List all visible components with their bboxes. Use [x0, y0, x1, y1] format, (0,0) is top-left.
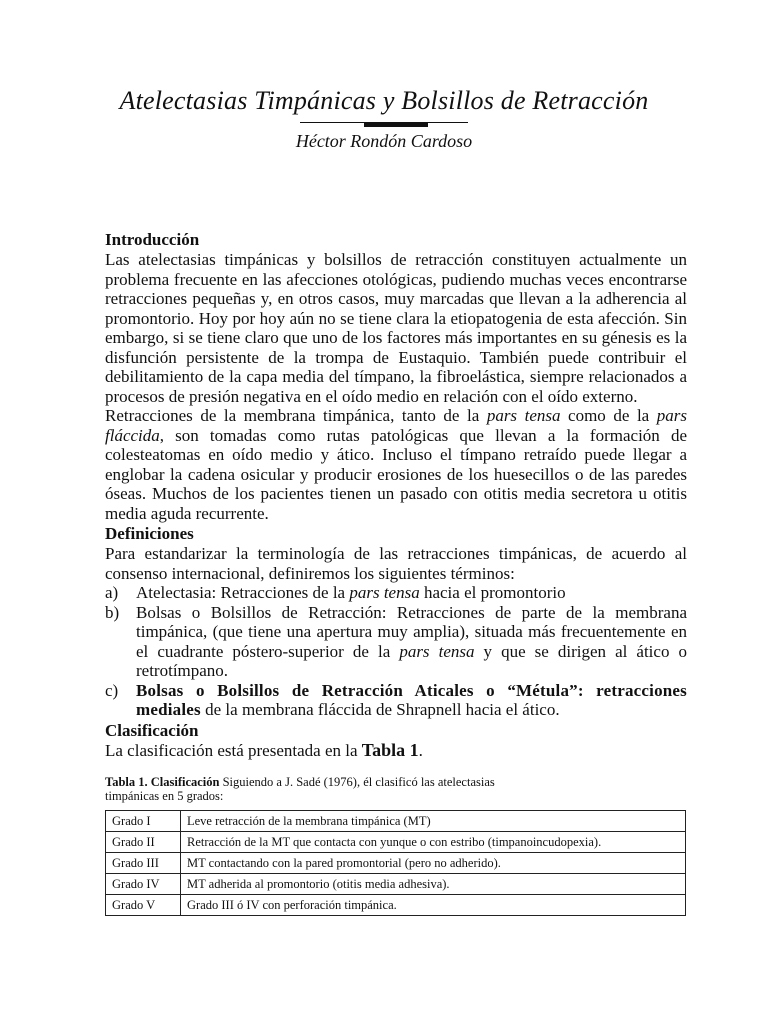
grade-cell: Grado III [106, 853, 181, 874]
section-heading-introduccion: Introducción [105, 230, 200, 249]
table-caption-text: Siguiendo a J. Sadé (1976), él clasificó las atelectasias timpánicas en 5 grados: [105, 775, 495, 803]
definition-text-part: Atelectasia: Retracciones de la [136, 583, 350, 602]
definition-text [136, 603, 687, 681]
table-row [106, 874, 686, 895]
tabla-reference: Tabla 1 [361, 739, 419, 760]
intro-p2-text-a: Retracciones de la membrana timpánica, tanto de la [105, 406, 487, 425]
definition-item-a [105, 583, 687, 603]
definition-label: c) [105, 680, 119, 700]
definition-item-b [105, 603, 687, 681]
grade-cell: Grado I [106, 811, 181, 832]
table-row [106, 853, 686, 874]
definition-text [136, 681, 687, 720]
grade-description-cell: MT contactando con la pared promontorial (pero no adherido). [181, 853, 686, 874]
section-heading-definiciones: Definiciones [105, 524, 194, 543]
definition-italic: pars tensa [399, 641, 475, 661]
definition-text-part: y que se dirigen al ático o retrotímpano. [136, 641, 687, 680]
table-row [106, 832, 686, 853]
intro-p2-italic-2: pars fláccida [105, 406, 687, 445]
clasificacion-paragraph [105, 741, 687, 761]
definition-italic: pars tensa [349, 583, 420, 602]
grade-cell: Grado II [106, 832, 181, 853]
definiciones-paragraph: Para estandarizar la terminología de las retracciones timpánicas, de acuerdo al consenso internacional, definiremos los siguientes términos: [105, 544, 687, 583]
intro-paragraph-2 [105, 406, 687, 523]
section-heading-clasificacion: Clasificación [105, 720, 199, 740]
intro-paragraph-1: Las atelectasias timpánicas y bolsillos de retracción constituyen actualmente un problema frecuente en las afecciones otológicas, pudiendo muchas veces encontrarse retracciones pequeñas y, en otros casos, muy marcadas que llevan a la adherencia al promontorio. Hoy por hoy aún no se tiene clara la etiopatogenia de esta afección. Sin embargo, si se tiene claro que uno de los factores más importantes en su génesis es la disfunción persistente de la trompa de Eustaquio. También puede contribuir el debilitamiento de la capa media del tímpano, la fibroelástica, siempre relacionados a procesos de presión negativa en el oído medio en relación con el oído externo. [105, 250, 687, 406]
definition-label: a) [105, 583, 119, 602]
article-body [105, 229, 687, 760]
page-title: Atelectasias Timpánicas y Bolsillos de Retracción [119, 86, 649, 115]
definition-text [136, 583, 687, 603]
grade-cell: Grado V [106, 895, 181, 916]
definition-item-c [105, 681, 687, 720]
grade-description-cell: Leve retracción de la membrana timpánica (MT) [181, 811, 686, 832]
definition-label: b) [105, 602, 120, 622]
clasificacion-text: La clasificación está presentada en la [105, 740, 362, 760]
classification-table [105, 810, 686, 916]
intro-p2-text-b: como de la [560, 406, 657, 425]
definition-text-part: hacia el promontorio [419, 583, 566, 602]
table-row [106, 895, 686, 916]
classification-table-body [106, 811, 686, 916]
grade-description-cell: Retracción de la MT que contacta con yunque o con estribo (timpanoincudopexia). [181, 832, 686, 853]
definition-text-part: Bolsas o Bolsillos de Retracción: Retracciones de parte de la membrana timpánica, (que tiene una apertura muy amplia), situada más frecuentemente en el cuadrante póstero-superior de la [136, 602, 687, 661]
grade-description-cell: MT adherida al promontorio (otitis media adhesiva). [181, 874, 686, 895]
definition-bold: Bolsas o Bolsillos de Retracción Aticales o “Métula”: retracciones mediales [136, 680, 687, 719]
table-caption-bold: Tabla 1. Clasificación [105, 775, 220, 789]
table-caption [105, 775, 545, 803]
grade-cell: Grado IV [106, 874, 181, 895]
intro-p2-italic-1: pars tensa [486, 406, 561, 425]
table-row [106, 811, 686, 832]
intro-p2-text-c: , son tomadas como rutas patológicas que llevan a la formación de colesteatomas en oído medio y ático. Incluso el tímpano retraído puede llegar a englobar la cadena osicular y producir erosiones de los huesecillos o de las paredes óseas. Muchos de los pacientes tienen un pasado con otitis media secretora u otitis media aguda recurrente. [105, 425, 687, 523]
clasificacion-period: . [418, 740, 423, 760]
author-name: Héctor Rondón Cardoso [295, 131, 473, 151]
title-divider-thick [364, 122, 428, 127]
definition-text-part: de la membrana fláccida de Shrapnell hacia el ático. [200, 700, 560, 719]
grade-description-cell: Grado III ó IV con perforación timpánica. [181, 895, 686, 916]
